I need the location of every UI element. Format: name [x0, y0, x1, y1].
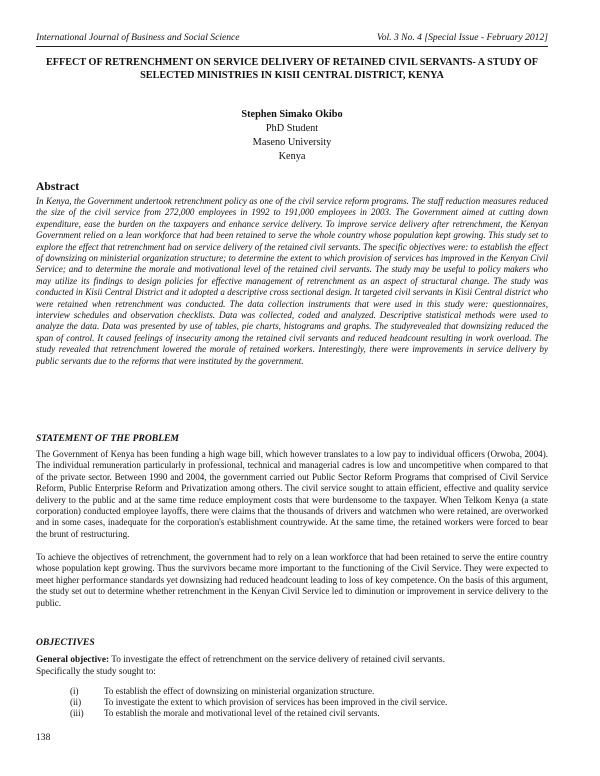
problem-paragraph-2: To achieve the objectives of retrenchment, the government had to rely on a lean workforce that had been retained to serve the entire country whose population kept growing. Thus the survivors became more important to the functioning of the Civil Service. They were expected to meet higher performance standards yet downsizing had reduced headcount leading to loss of key competence. On the basis of this argument, the study set out to determine whether retrenchment in the Kenyan Civil Service led to diminution or improvement in service delivery to the public.: [36, 552, 548, 608]
specific-intro: Specifically the study sought to:: [36, 667, 156, 677]
objectives-heading: OBJECTIVES: [36, 637, 95, 648]
abstract-text: In Kenya, the Government undertook retrenchment policy as one of the civil service reform programs. The staff reduction measures reduced the size of the civil service from 272,000 employees in 1992 to 191,000 employees in 2003. The Government aimed at cutting down expenditure, ease the burden on the taxpayers and enhance service delivery. To improve service delivery after retrenchment, the Kenyan Government relied on a lean workforce that had been retained to serve the whole country whose population kept growing. This study set to explore the effect that retrenchment had on service delivery of the retained civil servants. The specific objectives were: to establish the effect of downsizing on ministerial organization structure; to determine the extent to which provision of services has improved in the Kenyan Civil Service; and to determine the morale and motivational level of the retained civil servants. The study may be useful to policy makers who may utilize its findings to design policies for effective management of retrenchment as an aspect of structural change. The study was conducted in Kisii Central District and it adopted a descriptive cross sectional design. It targeted civil servants in Kisii Central district who were retained when retrenchment was conducted. The data collection instruments that were used in this study were: questionnaires, interview schedules and observation checklists. Data was collected, coded and analyzed. Descriptive statistical methods were used to analyze the data. Data was presented by use of tables, pie charts, histograms and graphs. The studyrevealed that downsizing reduced the span of control. It caused feelings of insecurity among the retained civil servants and reduced headcount resulting in work overload. The study revealed that retrenchment lowered the morale of retained workers. Interestingly, there were improvements in service delivery by public servants due to the reforms that were instituted by the government.: [36, 196, 548, 366]
author-institution: Maseno University: [252, 137, 332, 148]
list-item-text: To establish the effect of downsizing on ministerial organization structure.: [104, 686, 375, 696]
paper-title: EFFECT OF RETRENCHMENT ON SERVICE DELIVERY OF RETAINED CIVIL SERVANTS- A STUDY OF SELECTED MINISTRIES IN KISII CENTRAL DISTRICT, KENYA: [46, 57, 538, 81]
author-country: Kenya: [278, 151, 306, 162]
running-head: [36, 32, 548, 44]
list-item-text: To investigate the extent to which provision of services has been improved in the civil service.: [104, 697, 448, 708]
journal-name: International Journal of Business and Social Science: [36, 32, 240, 43]
author-role: PhD Student: [265, 123, 319, 134]
objectives-list: [36, 686, 548, 720]
author-name: Stephen Simako Okibo: [241, 109, 343, 120]
issue-info: Vol. 3 No. 4 [Special Issue - February 2012]: [376, 32, 548, 43]
list-item-number: (i): [70, 686, 79, 696]
problem-paragraph-1: The Government of Kenya has been funding a high wage bill, which however translates to a low pay to individual officers (Orwoba, 2004). The individual remuneration particularly in professional, technical and managerial cadres is low and uncompetitive when compared to that of the private sector. Between 1990 and 2004, the government carried out Public Sector Reform Programs that comprised of Civil Service Reform, Public Enterprise Reform and Privatization among others. The civil service sought to attain efficient, effective and quality service delivery to the public and at the same time reduce employment costs that were burdensome to the taxpayer. When Telkom Kenya (a state corporation) conducted employee layoffs, there were claims that the thousands of drivers and watchmen who were retained, are overworked and in some cases, inadequate for the corporation's establishment countrywide. At the same time, the retained workers were forced to bear the brunt of restructuring.: [36, 449, 548, 539]
list-item: [36, 708, 548, 719]
list-item: [36, 686, 548, 697]
list-item-text: To establish the morale and motivational level of the retained civil servants.: [104, 708, 380, 719]
abstract-heading: Abstract: [36, 180, 80, 193]
author-block: [36, 108, 548, 164]
list-item-number: (ii): [70, 697, 82, 708]
list-item: [36, 697, 548, 708]
general-objective-text: To investigate the effect of retrenchment on the service delivery of retained civil servants.: [111, 655, 445, 665]
general-objective-label: General objective:: [36, 655, 110, 665]
list-item-number: (iii): [70, 708, 84, 719]
page-number: 138: [36, 732, 51, 743]
general-objective: [36, 654, 548, 678]
problem-heading: STATEMENT OF THE PROBLEM: [36, 433, 179, 444]
header-rule: [36, 46, 548, 47]
